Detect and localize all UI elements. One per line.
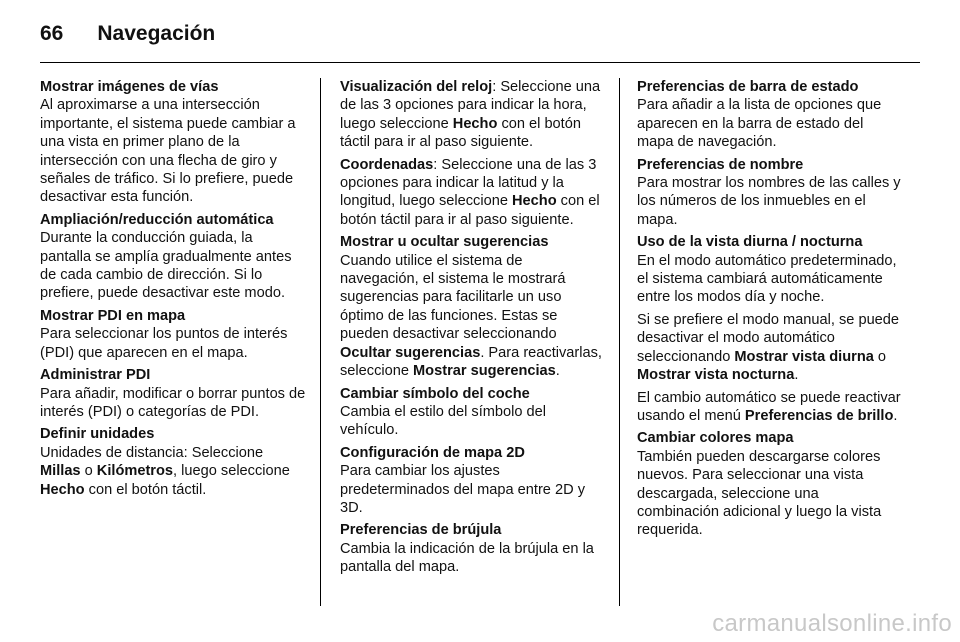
header-rule	[40, 62, 920, 63]
section-body: Para añadir, modificar o borrar puntos de interés (PDI) o categorías de PDI.	[40, 385, 306, 420]
column-2	[340, 78, 604, 581]
text: .	[794, 367, 799, 384]
section-body: También pueden descargarse colores nuevos. Para seleccionar una vista descargada, seleccione una combinación adicional y luego la vista requerida.	[637, 448, 882, 539]
section-mostrar-pdi	[40, 307, 306, 362]
section-vista-diurna	[637, 233, 903, 425]
paragraph	[637, 389, 903, 426]
bold-term: Coordenadas	[340, 156, 434, 173]
paragraph-coordenadas	[340, 156, 604, 230]
section-ampliacion	[40, 211, 306, 303]
text: o	[873, 348, 887, 365]
section-body: Al aproximarse a una intersección importante, el sistema puede cambiar a una vista en primer plano de la intersección con una flecha de giro y señales de tráfico. Si lo prefiere, puede desactivar esta función.	[40, 97, 296, 206]
watermark: carmanualsonline.info	[712, 610, 952, 637]
column-divider-1	[320, 78, 321, 606]
text: : Seleccione una de las 3 opciones para indicar la hora, luego seleccione	[340, 79, 601, 132]
section-heading: Preferencias de nombre	[637, 156, 804, 173]
text: o	[80, 463, 97, 480]
text: , luego seleccione	[173, 463, 290, 480]
text: con el botón táctil para ir al paso siguiente.	[340, 115, 581, 151]
text: Cuando utilice el sistema de navegación, el sistema le mostrará sugerencias para facilitarle un uso óptimo de las funciones. Estas se pueden desactivar seleccionando	[340, 252, 566, 343]
column-3	[637, 78, 903, 544]
bold-term: Millas	[40, 463, 81, 480]
bold-term: Hecho	[40, 481, 85, 498]
paragraph-reloj	[340, 78, 604, 152]
text: Si se prefiere el modo manual, se puede desactivar el modo automático seleccionando	[637, 311, 900, 365]
section-colores-mapa	[637, 429, 903, 539]
section-mapa-2d	[340, 444, 604, 518]
section-body: Durante la conducción guiada, la pantalla se amplía gradualmente antes de cada cambio de dirección. Si lo prefiere, puede desactivar este modo.	[40, 230, 292, 302]
section-body: Para cambiar los ajustes predeterminados del mapa entre 2D y 3D.	[340, 463, 585, 516]
section-body	[40, 444, 306, 499]
page-number: 66	[40, 22, 64, 45]
text: Unidades de distancia: Seleccione	[40, 444, 264, 461]
column-divider-2	[619, 78, 620, 606]
bold-term: Hecho	[452, 115, 498, 132]
text: El cambio automático se puede reactivar usando el menú	[637, 389, 901, 424]
section-heading: Definir unidades	[40, 426, 155, 443]
section-heading: Cambiar colores mapa	[637, 430, 794, 447]
text: : Seleccione una de las 3 opciones para indicar la latitud y la longitud, luego seleccione	[340, 156, 597, 210]
bold-term: Mostrar vista nocturna	[637, 367, 795, 384]
text: . Para reactivarlas, seleccione	[340, 344, 602, 380]
section-body: Para añadir a la lista de opciones que aparecen en la barra de estado del mapa de navegación.	[637, 97, 882, 151]
section-heading: Preferencias de barra de estado	[637, 79, 859, 95]
text: .	[555, 363, 560, 380]
bold-term: Mostrar vista diurna	[734, 348, 874, 365]
paragraph	[637, 311, 903, 385]
section-brujula	[340, 521, 604, 576]
section-body: Cambia la indicación de la brújula en la pantalla del mapa.	[340, 540, 594, 576]
column-1	[40, 78, 306, 503]
section-barra-estado	[637, 78, 903, 152]
section-heading: Mostrar u ocultar sugerencias	[340, 234, 549, 251]
section-sugerencias	[340, 233, 604, 380]
bold-term: Kilómetros	[96, 463, 174, 480]
section-mostrar-imagenes	[40, 78, 306, 207]
bold-term: Mostrar sugerencias	[413, 363, 556, 380]
section-body	[340, 252, 604, 381]
page-header	[40, 14, 215, 54]
section-heading: Uso de la vista diurna / nocturna	[637, 234, 863, 251]
section-nombre	[637, 156, 903, 230]
section-heading: Ampliación/reducción automática	[40, 211, 274, 228]
section-body: Para seleccionar los puntos de interés (PDI) que aparecen en el mapa.	[40, 326, 288, 361]
bold-term: Preferencias de brillo	[744, 407, 894, 424]
section-simbolo-coche	[340, 385, 604, 440]
section-body: Cambia el estilo del símbolo del vehículo.	[340, 403, 547, 439]
bold-term: Hecho	[512, 193, 557, 210]
section-heading: Administrar PDI	[40, 367, 151, 384]
section-body: Para mostrar los nombres de las calles y los números de los inmuebles en el mapa.	[637, 175, 901, 228]
text: .	[893, 407, 898, 424]
section-definir-unidades	[40, 425, 306, 499]
bold-term: Ocultar sugerencias	[340, 344, 481, 361]
section-heading: Cambiar símbolo del coche	[340, 385, 530, 402]
section-heading: Mostrar PDI en mapa	[40, 307, 186, 324]
text: con el botón táctil para ir al paso siguiente.	[340, 193, 600, 228]
section-heading: Mostrar imágenes de vías	[40, 79, 219, 95]
section-heading: Configuración de mapa 2D	[340, 444, 525, 461]
paragraph: En el modo automático predeterminado, el sistema cambiará automáticamente entre los modos día y noche.	[637, 252, 897, 306]
section-heading: Preferencias de brújula	[340, 522, 502, 539]
bold-term: Visualización del reloj	[340, 79, 493, 95]
section-administrar-pdi	[40, 366, 306, 421]
page-title: Navegación	[97, 22, 216, 45]
text: con el botón táctil.	[84, 481, 207, 498]
